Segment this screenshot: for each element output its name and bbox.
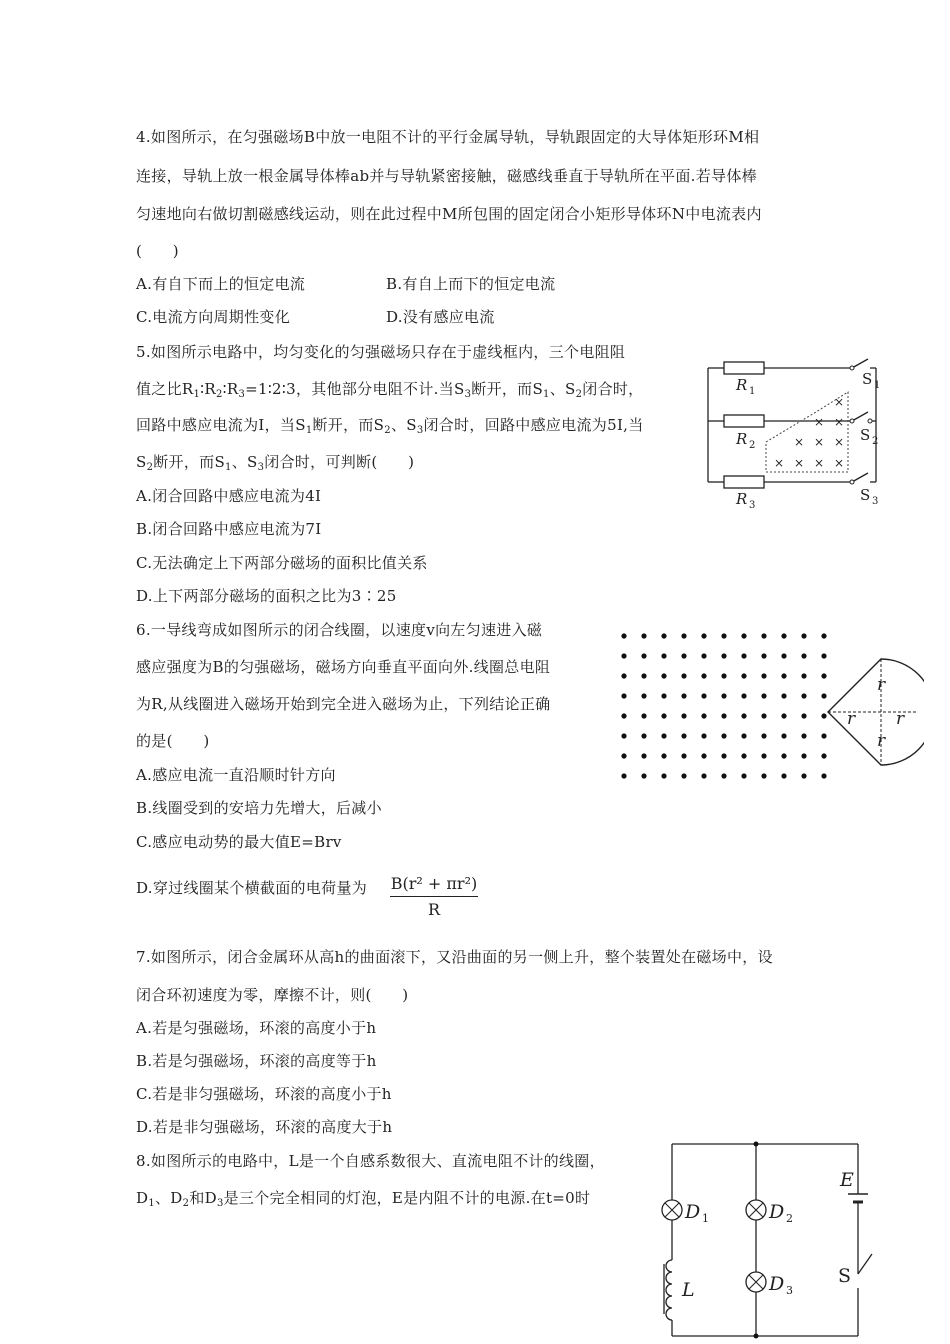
label-r: R (736, 490, 748, 508)
label-r-sub: 1 (749, 386, 756, 397)
svg-text:×: × (814, 435, 825, 449)
inductor-coil (666, 1260, 672, 1320)
label-radius: r (896, 709, 905, 729)
q4-line-2: 连接，导轨上放一根金属导体棒ab并与导轨紧密接触，磁感线垂直于导轨所在平面.若导体棒 (136, 167, 757, 185)
label-s-sub: 2 (872, 436, 879, 447)
field-dot (781, 733, 786, 738)
q7-line-2: 闭合环初速度为零，摩擦不计，则( ) (136, 986, 409, 1004)
field-dot (621, 693, 626, 698)
field-dot (641, 693, 646, 698)
field-dot (801, 633, 806, 638)
field-dot (761, 713, 766, 718)
field-dot (621, 673, 626, 678)
svg-text:×: × (794, 456, 805, 470)
q7-option-b: B.若是匀强磁场，环滚的高度等于h (136, 1052, 377, 1070)
label-radius: r (877, 731, 886, 751)
label-d: D (769, 1201, 785, 1223)
field-dot (721, 633, 726, 638)
label-s-sub: 1 (874, 380, 881, 391)
q5-line-2: 值之比$R_1∶R_2∶R_3=1∶2∶3$，其他部分电阻不计.当$S_3$断开，而$S_1$、$S_2$闭合时， (136, 380, 644, 400)
field-dot (741, 693, 746, 698)
field-dot (621, 653, 626, 658)
field-dot (661, 693, 666, 698)
field-dot (741, 773, 746, 778)
field-dot (761, 773, 766, 778)
charge-fraction (390, 874, 478, 919)
field-dot (781, 673, 786, 678)
q8-line-1: 8.如图所示的电路中，L是一个自感系数很大、直流电阻不计的线圈， (136, 1152, 605, 1170)
q6-line-1: 6.一导线弯成如图所示的闭合线圈，以速度v向左匀速进入磁 (136, 621, 543, 639)
label-s: S (860, 426, 871, 444)
field-dot (681, 653, 686, 658)
switch-s (858, 1254, 872, 1274)
label-radius: r (877, 675, 886, 695)
svg-text:×: × (834, 415, 845, 429)
field-dot (741, 713, 746, 718)
q4-line-4: ( ) (136, 242, 179, 260)
switch-s2 (852, 412, 868, 421)
field-dot (761, 693, 766, 698)
field-dot (741, 633, 746, 638)
field-dot (781, 633, 786, 638)
field-dot (761, 753, 766, 758)
q4-option-a: A.有自下而上的恒定电流 (136, 275, 306, 293)
q6-line-4: 的是( ) (136, 732, 210, 750)
field-dot (681, 773, 686, 778)
field-dot (681, 713, 686, 718)
q4-line-3: 匀速地向右做切割磁感线运动，则在此过程中M所包围的固定闭合小矩形导体环N中电流表内 (136, 205, 762, 223)
field-dot (721, 733, 726, 738)
field-dot (701, 733, 706, 738)
label-d-sub: 1 (702, 1212, 709, 1225)
label-l: L (682, 1279, 695, 1301)
label-r: R (736, 376, 748, 394)
svg-text:×: × (834, 395, 845, 409)
q7-option-c: C.若是非匀强磁场，环滚的高度小于h (136, 1085, 392, 1103)
label-d: D (685, 1201, 701, 1223)
label-d: D (769, 1273, 785, 1295)
field-dot (701, 773, 706, 778)
field-dot (701, 753, 706, 758)
field-dot (761, 733, 766, 738)
q6-line-3: 为R,从线圈进入磁场开始到完全进入磁场为止，下列结论正确 (136, 695, 551, 713)
resistor-r1 (724, 362, 764, 374)
field-dot (741, 733, 746, 738)
q8-line-2: $D_1$、$D_2$和$D_3$是三个完全相同的灯泡，E是内阻不计的电源.在t=0时 (136, 1189, 591, 1209)
field-dot (821, 713, 826, 718)
field-dot (621, 633, 626, 638)
q6-field-coil-diagram (612, 626, 924, 790)
field-dot (681, 693, 686, 698)
fraction-numerator: B(r² + πr²) (390, 874, 478, 897)
svg-text:×: × (814, 415, 825, 429)
q7-option-a: A.若是匀强磁场，环滚的高度小于h (136, 1019, 377, 1037)
q7-line-1: 7.如图所示，闭合金属环从高h的曲面滚下，又沿曲面的另一侧上升，整个装置处在磁场中，设 (136, 948, 773, 966)
label-r: R (736, 430, 748, 448)
label-s: S (860, 486, 871, 504)
field-dot (621, 773, 626, 778)
label-s: S (838, 1265, 852, 1287)
field-dot (661, 633, 666, 638)
label-r-sub: 3 (749, 500, 756, 510)
q4-line-1: 4.如图所示，在匀强磁场B中放一电阻不计的平行金属导轨，导轨跟固定的大导体矩形环M相 (136, 128, 760, 146)
field-dot (801, 773, 806, 778)
field-dot (641, 773, 646, 778)
field-dot (721, 773, 726, 778)
field-dot (641, 713, 646, 718)
q5-line-1: 5.如图所示电路中，均匀变化的匀强磁场只存在于虚线框内，三个电阻阻 (136, 343, 626, 361)
q5-option-d: D.上下两部分磁场的面积之比为3∶25 (136, 587, 397, 605)
field-dot (641, 653, 646, 658)
field-dot (661, 713, 666, 718)
field-dot (641, 633, 646, 638)
field-dot (801, 733, 806, 738)
label-s: S (862, 370, 873, 388)
field-dot (701, 713, 706, 718)
label-d-sub: 2 (786, 1212, 793, 1225)
field-dot (621, 753, 626, 758)
field-dot (801, 693, 806, 698)
field-dot (681, 753, 686, 758)
label-r-sub: 2 (749, 440, 756, 451)
switch-s1 (852, 359, 868, 368)
q6-option-a: A.感应电流一直沿顺时针方向 (136, 766, 336, 784)
field-dot (681, 633, 686, 638)
q6-line-2: 感应强度为B的匀强磁场，磁场方向垂直平面向外.线圈总电阻 (136, 658, 551, 676)
label-d-sub: 3 (786, 1284, 793, 1297)
field-dot (621, 713, 626, 718)
field-dot (701, 673, 706, 678)
field-dot (761, 673, 766, 678)
field-dot (821, 733, 826, 738)
field-dot (721, 713, 726, 718)
field-dot (661, 773, 666, 778)
field-dot (661, 733, 666, 738)
resistor-r2 (724, 415, 764, 427)
field-dot (721, 653, 726, 658)
field-dot (821, 673, 826, 678)
label-radius: r (847, 709, 856, 729)
svg-text:×: × (814, 456, 825, 470)
field-dot (721, 673, 726, 678)
q4-option-d: D.没有感应电流 (386, 308, 495, 326)
field-dot (801, 673, 806, 678)
q5-circuit-diagram (700, 352, 890, 510)
svg-text:×: × (774, 456, 785, 470)
field-dot (641, 673, 646, 678)
field-dot (781, 653, 786, 658)
field-dot (821, 773, 826, 778)
field-dot (781, 753, 786, 758)
field-dot (661, 673, 666, 678)
svg-text:×: × (794, 435, 805, 449)
field-dot (721, 693, 726, 698)
label-s-sub: 3 (872, 496, 879, 507)
field-dot (741, 653, 746, 658)
field-dot (621, 733, 626, 738)
field-dot (781, 693, 786, 698)
q6-option-b: B.线圈受到的安培力先增大，后减小 (136, 799, 382, 817)
fraction-denominator: R (427, 900, 441, 919)
q5-option-a: A.闭合回路中感应电流为4I (136, 487, 322, 505)
field-dot (761, 633, 766, 638)
field-dot (681, 733, 686, 738)
field-dot (661, 753, 666, 758)
field-dot (641, 733, 646, 738)
q6-option-d: D.穿过线圈某个横截面的电荷量为 (136, 879, 368, 897)
switch-s3 (852, 473, 868, 482)
field-dot (701, 633, 706, 638)
field-dot (641, 753, 646, 758)
label-e: E (840, 1169, 854, 1191)
field-crosses (774, 395, 844, 470)
q5-line-4: $S_2$断开，而$S_1$、$S_3$闭合时，可判断( ) (136, 453, 415, 473)
field-dot (821, 693, 826, 698)
magnetic-field-dots (621, 633, 826, 790)
resistor-r3 (724, 476, 764, 488)
q4-option-b: B.有自上而下的恒定电流 (386, 275, 556, 293)
field-dot (801, 713, 806, 718)
svg-text:×: × (834, 456, 845, 470)
field-dot (801, 753, 806, 758)
q5-option-c: C.无法确定上下两部分磁场的面积比值关系 (136, 554, 428, 572)
q6-option-c: C.感应电动势的最大值E=Brv (136, 833, 342, 851)
q7-option-d: D.若是非匀强磁场，环滚的高度大于h (136, 1118, 393, 1136)
field-dot (681, 673, 686, 678)
field-dot (701, 653, 706, 658)
field-dot (821, 753, 826, 758)
field-dot (821, 653, 826, 658)
q4-option-c: C.电流方向周期性变化 (136, 308, 291, 326)
field-dot (701, 693, 706, 698)
field-dot (661, 653, 666, 658)
field-dot (781, 773, 786, 778)
field-dot (801, 653, 806, 658)
q8-circuit-diagram (652, 1136, 888, 1344)
q5-line-3: 回路中感应电流为I，当$S_1$断开，而$S_2$、$S_3$闭合时，回路中感应电流为5I,当 (136, 416, 644, 436)
svg-text:×: × (834, 435, 845, 449)
field-dot (781, 713, 786, 718)
q5-option-b: B.闭合回路中感应电流为7I (136, 520, 322, 538)
field-dot (761, 653, 766, 658)
field-dot (821, 633, 826, 638)
field-dot (721, 753, 726, 758)
field-dot (741, 673, 746, 678)
field-dot (741, 753, 746, 758)
